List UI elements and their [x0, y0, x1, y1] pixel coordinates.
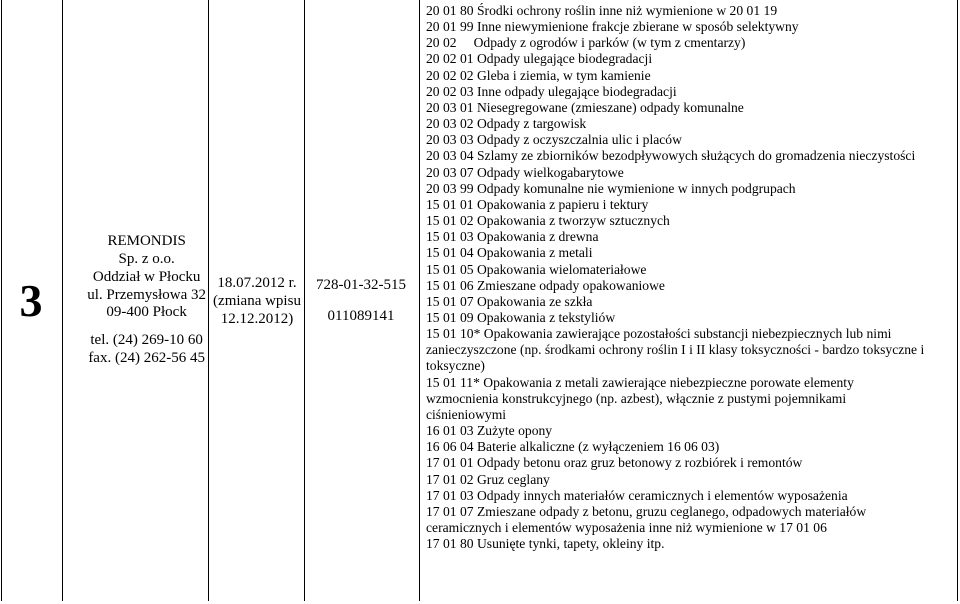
permit-cell	[306, 0, 416, 601]
waste-code-list	[426, 3, 926, 552]
waste-code-item: 20 03 01 Niesegregowane (zmieszane) odpady komunalne	[426, 99, 744, 115]
waste-code-item: 15 01 03 Opakowania z drewna	[426, 229, 599, 245]
waste-code-item: 16 06 04 Baterie alkaliczne (z wyłączeniem 16 06 03)	[426, 439, 720, 455]
waste-code-item: 20 03 03 Odpady z oczyszczalnia ulic i placów	[426, 132, 682, 148]
table-divider-3	[304, 0, 305, 601]
waste-code-item: 17 01 01 Odpady betonu oraz gruz betonowy z rozbiórek i remontów	[426, 455, 803, 471]
waste-code-item: 16 01 03 Zużyte opony	[426, 423, 553, 439]
dates-cell	[210, 0, 304, 601]
waste-code-item: 17 01 80 Usunięte tynki, tapety, okleiny itp.	[426, 536, 665, 552]
waste-code-item: 17 01 03 Odpady innych materiałów ceramicznych i elementów wyposażenia	[426, 487, 848, 503]
waste-code-item: 15 01 10* Opakowania zawierające pozostałości substancji niebezpiecznych lub nimi zanieczyszczone (np. środkami ochrony roślin I i II klasy toksyczności - bardzo toksyczne i toksyczne)	[426, 326, 928, 374]
permit-number: 728-01-32-515	[316, 277, 406, 293]
waste-code-item: 20 02 Odpady z ogrodów i parków (w tym z cmentarzy)	[426, 35, 746, 51]
waste-code-item: 20 01 99 Inne niewymienione frakcje zbierane w sposób selektywny	[426, 19, 799, 35]
waste-codes-cell	[426, 0, 926, 604]
company-street: ul. Przemysłowa 32	[87, 286, 206, 303]
company-fax: fax. (24) 262-56 45	[88, 349, 205, 366]
change-date: 12.12.2012)	[220, 310, 294, 327]
waste-code-item: 15 01 02 Opakowania z tworzyw sztucznych	[426, 213, 670, 229]
waste-code-item: 15 01 07 Opakowania ze szkła	[426, 293, 593, 309]
waste-code-item: 20 02 03 Inne odpady ulegające biodegradacji	[426, 83, 677, 99]
waste-code-item: 15 01 04 Opakowania z metali	[426, 245, 593, 261]
waste-code-item: 20 03 99 Odpady komunalne nie wymienione w innych podgrupach	[426, 180, 796, 196]
table-divider-2	[208, 0, 209, 601]
waste-code-item: 20 02 02 Gleba i ziemia, w tym kamienie	[426, 67, 651, 83]
waste-code-item: 20 02 01 Odpady ulegające biodegradacji	[426, 51, 653, 67]
waste-code-item: 17 01 02 Gruz ceglany	[426, 471, 550, 487]
waste-code-item: 20 03 04 Szlamy ze zbiorników bezodpływowych służących do gromadzenia nieczystości	[426, 148, 916, 164]
waste-code-item: 17 01 07 Zmieszane odpady z betonu, gruzu ceglanego, odpadowych materiałów ceramicznych i elementów wyposażenia inne niż wymienione w 17 01 06	[426, 503, 870, 535]
company-phone: tel. (24) 269-10 60	[90, 332, 203, 349]
waste-code-item: 20 03 02 Odpady z targowisk	[426, 116, 587, 132]
waste-code-item: 15 01 06 Zmieszane odpady opakowaniowe	[426, 277, 665, 293]
change-label: (zmiana wpisu	[213, 292, 301, 309]
table-divider-4	[419, 0, 420, 601]
company-name: REMONDIS	[107, 233, 186, 250]
entry-date: 18.07.2012 r.	[217, 274, 297, 291]
waste-code-item: 15 01 11* Opakowania z metali zawierające niebezpieczne porowate elementy wzmocnienia konstrukcyjnego (np. azbest), włącznie z pustymi pojemnikami ciśnieniowymi	[426, 374, 858, 422]
table-border-right	[957, 0, 958, 601]
table-divider-1	[62, 0, 63, 601]
row-number: 3	[19, 275, 43, 326]
waste-code-item: 15 01 01 Opakowania z papieru i tektury	[426, 196, 649, 212]
company-cell	[64, 0, 206, 601]
company-legal-form: Sp. z o.o.	[118, 251, 175, 267]
waste-code-item: 20 01 80 Środki ochrony roślin inne niż wymienione w 20 01 19	[426, 3, 778, 18]
waste-code-item: 15 01 05 Opakowania wielomateriałowe	[426, 261, 647, 277]
waste-code-item: 15 01 09 Opakowania z tekstyliów	[426, 309, 616, 325]
company-branch: Oddział w Płocku	[92, 268, 201, 285]
row-number-cell	[0, 0, 62, 601]
permit-id: 011089141	[327, 308, 395, 324]
waste-code-item: 20 03 07 Odpady wielkogabarytowe	[426, 164, 624, 180]
company-postal: 09-400 Płock	[106, 304, 187, 321]
